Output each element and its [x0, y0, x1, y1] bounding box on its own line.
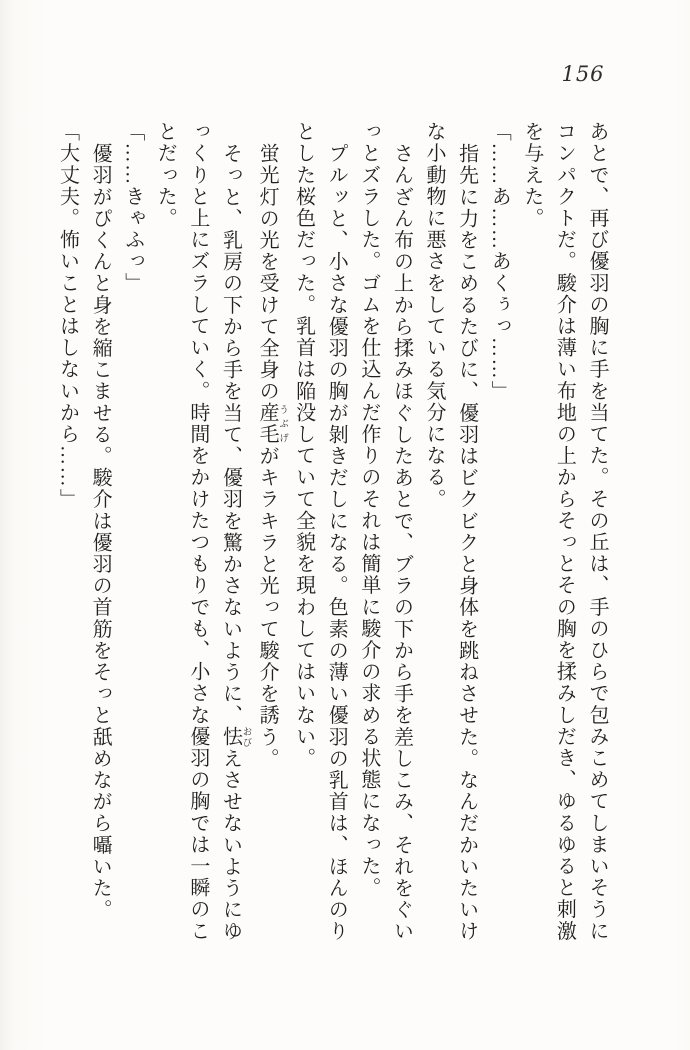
ruby-annotation — [219, 725, 251, 748]
dialogue-line: 「……きゃふっ」 — [121, 121, 144, 294]
ruby-text: おび — [240, 725, 251, 748]
text-line: 優羽がぴくんと身を縮こませる。駿介は優羽の首筋をそっと舐めながら囁いた。 — [89, 142, 112, 921]
text-line: とだった。 — [154, 121, 177, 229]
text-line: コンパクトだ。駿介は薄い布地の上からそっとその胸を揉みしだき、ゆるゆると刺激 — [553, 121, 576, 942]
text-segment: そっと、乳房の下から手を当て、優羽を驚かさないように、 — [219, 142, 242, 726]
text-line: な小動物に悪さをしている気分になる。 — [423, 121, 446, 510]
ruby-base: 怯 — [219, 725, 242, 748]
ruby-base: 産毛 — [256, 401, 279, 445]
text-segment: 蛍光灯の光を受けて全身の — [256, 142, 279, 402]
text-line: とした桜色だった。乳首は陥没していて全貌を現わしてはいない。 — [292, 121, 315, 769]
text-line: っくりと上にズラしていく。時間をかけたつもりでも、小さな優羽の胸では一瞬のこ — [186, 121, 209, 942]
dialogue-line: 「……あ……あくぅっ……」 — [488, 121, 511, 402]
body-text — [51, 121, 613, 947]
text-line: 指先に力をこめるたびに、優羽はビクビクと身体を跳ねさせた。なんだかいたいけ — [455, 142, 478, 942]
text-line: プルッと、小さな優羽の胸が剝きだしになる。色素の薄い優羽の乳首は、ほんのり — [325, 142, 348, 942]
text-line: っとズラした。ゴムを仕込んだ作りのそれは簡単に駿介の求める状態になった。 — [357, 121, 380, 899]
page-number: 156 — [561, 62, 605, 86]
text-segment: えさせないようにゆ — [219, 747, 242, 942]
text-line — [214, 121, 251, 947]
text-line: さんざん布の上から揉みほぐしたあとで、ブラの下から手を差しこみ、それをぐい — [390, 142, 413, 942]
dialogue-line: 「大丈夫。怖いことはしないから……」 — [56, 121, 79, 510]
text-line: を与えた。 — [520, 121, 543, 229]
ruby-text: うぶげ — [277, 401, 288, 445]
text-segment: がキラキラと光って駿介を誘う。 — [256, 445, 279, 769]
ruby-annotation — [256, 401, 288, 445]
text-line — [250, 121, 287, 947]
text-line: あとで、再び優羽の胸に手を当てた。その丘は、手のひらで包みこめてしまいそうに — [586, 121, 608, 942]
